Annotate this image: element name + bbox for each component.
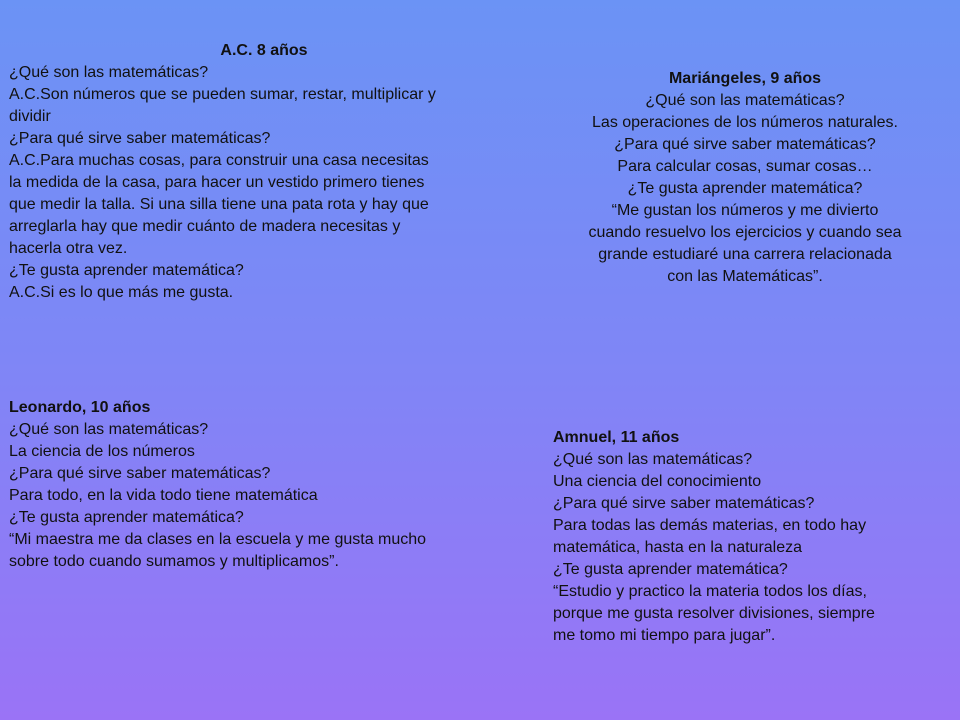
interview-title: Mariángeles, 9 años (668, 70, 822, 87)
text-line: me tomo mi tiempo para jugar”. (553, 627, 776, 644)
text-line: Las operaciones de los números naturales. (592, 114, 898, 131)
interview-mariangeles (540, 68, 950, 288)
text-line: ¿Te gusta aprender matemática? (9, 262, 244, 279)
text-line: Para todo, en la vida todo tiene matemática (9, 487, 318, 504)
text-line: Para todas las demás materias, en todo hay (553, 517, 867, 534)
text-line: arreglarla hay que medir cuánto de madera necesitas y (9, 218, 401, 235)
interview-leonardo (9, 397, 529, 573)
text-line: ¿Qué son las matemáticas? (553, 451, 753, 468)
text-line: A.C.Son números que se pueden sumar, restar, multiplicar y (9, 86, 436, 103)
text-line: Una ciencia del conocimiento (553, 473, 762, 490)
text-line: “Me gustan los números y me divierto (611, 202, 879, 219)
text-line: porque me gusta resolver divisiones, siempre (553, 605, 875, 622)
text-line: hacerla otra vez. (9, 240, 128, 257)
text-line: A.C.Si es lo que más me gusta. (9, 284, 234, 301)
text-line: Para calcular cosas, sumar cosas… (617, 158, 873, 175)
text-line: cuando resuelvo los ejercicios y cuando sea (588, 224, 902, 241)
text-line: sobre todo cuando sumamos y multiplicamos”. (9, 553, 339, 570)
text-line: ¿Para qué sirve saber matemáticas? (614, 136, 876, 153)
text-line: grande estudiaré una carrera relacionada (598, 246, 892, 263)
text-line: A.C.Para muchas cosas, para construir una casa necesitas (9, 152, 429, 169)
text-line: “Mi maestra me da clases en la escuela y me gusta mucho (9, 531, 427, 548)
text-line: matemática, hasta en la naturaleza (553, 539, 803, 556)
text-line: ¿Te gusta aprender matemática? (627, 180, 863, 197)
text-line: con las Matemáticas”. (667, 268, 823, 285)
text-line: ¿Para qué sirve saber matemáticas? (9, 465, 271, 482)
text-line: ¿Qué son las matemáticas? (645, 92, 845, 109)
interview-title: Leonardo, 10 años (9, 399, 151, 416)
text-line: ¿Qué son las matemáticas? (9, 421, 209, 438)
text-line: ¿Te gusta aprender matemática? (553, 561, 788, 578)
interview-amnuel (553, 427, 953, 647)
text-line: que medir la talla. Si una silla tiene una pata rota y hay que (9, 196, 429, 213)
interview-title: A.C. 8 años (220, 42, 308, 59)
interview-ac (9, 40, 519, 304)
text-line: ¿Qué son las matemáticas? (9, 64, 209, 81)
interview-title: Amnuel, 11 años (553, 429, 680, 446)
text-line: ¿Para qué sirve saber matemáticas? (9, 130, 271, 147)
text-line: La ciencia de los números (9, 443, 195, 460)
text-line: “Estudio y practico la materia todos los días, (553, 583, 867, 600)
text-line: ¿Te gusta aprender matemática? (9, 509, 244, 526)
text-line: la medida de la casa, para hacer un vestido primero tienes (9, 174, 425, 191)
text-line: dividir (9, 108, 51, 125)
text-line: ¿Para qué sirve saber matemáticas? (553, 495, 815, 512)
